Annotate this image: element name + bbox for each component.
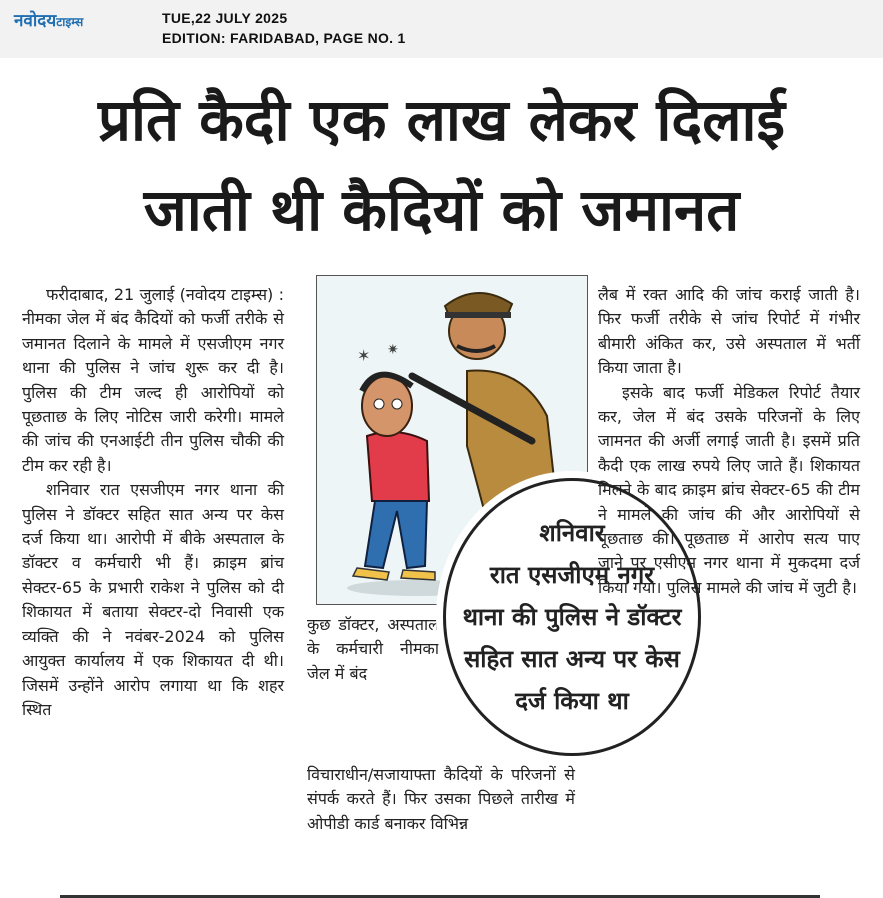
logo-sub: टाइम्स <box>56 15 84 29</box>
newspaper-logo <box>14 8 83 31</box>
pull-quote-line-2: रात एसजीएम नगर <box>489 561 655 589</box>
headline-line-2: जाती थी कैदियों को जमानत <box>143 176 740 244</box>
column-1-paragraph-1: फरीदाबाद, 21 जुलाई (नवोदय टाइम्स) : नीमका जेल में बंद कैदियों को फर्जी तरीके से जमानत दिलाने के मामले में एसजीएम नगर थाना की पुलिस ने जांच शुरू कर दी है। पुलिस की टीम जल्द ही आरोपियों को पूछताछ के लिए नोटिस जारी करेगी। मामले की जांच की एनआईटी तीन पुलिस चौकी की टीम कर रही है। <box>22 285 284 475</box>
svg-text:✷: ✷ <box>387 342 399 358</box>
next-article-cutoff <box>0 886 883 898</box>
article-column-3 <box>598 283 860 600</box>
column-1-paragraph-2: शनिवार रात एसजीएम नगर थाना की पुलिस ने डॉक्टर सहित सात अन्य पर केस दर्ज किया था। आरोपी में बीके अस्पताल के डॉक्टर व कर्मचारी भी हैं। क्राइम ब्रांच सेक्टर-65 के प्रभारी राकेश ने पुलिस को दी शिकायत में बताया सेक्टर-दो निवासी एक व्यक्ति की ने नवंबर-2024 को पुलिस आयुक्त कार्यालय में एक शिकायत दी थी। जिसमें उन्होंने आरोप लगाया था कि शहर स्थित <box>22 480 284 719</box>
masthead-bar <box>0 0 883 58</box>
edition-page: EDITION: FARIDABAD, PAGE NO. 1 <box>162 30 406 46</box>
headline-line-1: प्रति कैदी एक लाख लेकर दिलाई <box>97 86 786 154</box>
pull-quote-line-5: दर्ज किया था <box>515 687 629 715</box>
cartoon-adjacent-text: कुछ डॉक्टर, अस्पताल के कर्मचारी नीमका जेल में बंद <box>307 615 439 683</box>
logo-main: नवोदय <box>14 11 57 31</box>
article-column-1 <box>22 283 284 722</box>
svg-text:✶: ✶ <box>357 346 371 365</box>
issue-date: TUE,22 JULY 2025 <box>162 10 288 26</box>
pull-quote-line-3: थाना की पुलिस ने डॉक्टर <box>462 603 682 631</box>
column-3-paragraph-2: इसके बाद फर्जी मेडिकल रिपोर्ट तैयार कर, जेल में बंद उसके परिजनों के लिए जामनत की अर्जी लगाई जाती है। इसमें प्रति कैदी एक लाख रुपये लिए जाते हैं। शिकायत मिलने के बाद क्राइम ब्रांच सेक्टर-65 की टीम ने मामले की जांच की और आरोपियों से पूछताछ की। पूछताछ में आरोप सत्य पाए जाने पर एसीएम नगर थाना में मुकदमा दर्ज किया गया। पुलिस मामले की जांच में जुटी है। <box>598 382 860 597</box>
edition-info <box>162 8 406 48</box>
article-column-2 <box>307 763 575 836</box>
column-3-paragraph-1: लैब में रक्त आदि की जांच कराई जाती है। फिर फर्जी तरीके से जांच रिपोर्ट में गंभीर बीमारी अंकित कर, उसे अस्पताल में भर्ती किया जाता है। <box>598 285 860 378</box>
pull-quote-line-4: सहित सात अन्य पर केस <box>464 645 680 673</box>
column-2-paragraph: विचाराधीन/सजायाफ्ता कैदियों के परिजनों से संपर्क करते हैं। फिर उसका पिछले तारीख में ओपीडी कार्ड बनाकर विभिन्न <box>307 765 575 833</box>
pull-quote-line-1: शनिवार <box>539 519 605 547</box>
article-headline <box>0 75 883 255</box>
